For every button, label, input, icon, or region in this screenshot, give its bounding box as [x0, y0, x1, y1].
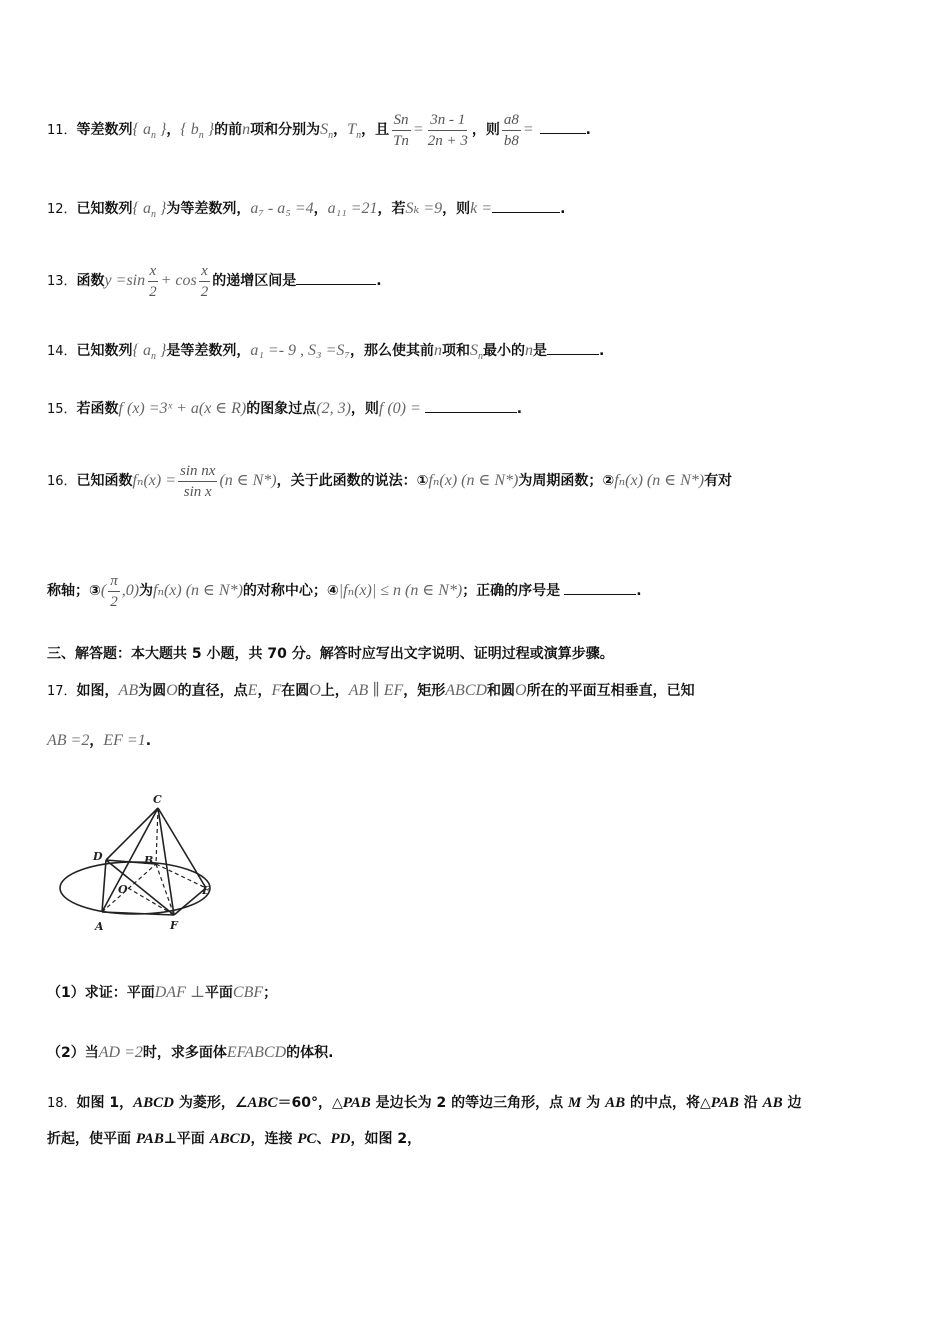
math-bn: { $b_n$ }	[180, 121, 215, 142]
math-expr: DAF ⊥	[154, 984, 205, 1001]
math-expr: a₁₁ =21	[327, 200, 378, 217]
text: 的对称中心；④	[242, 583, 339, 599]
text: 已知函数	[76, 473, 133, 489]
fraction-sin: $\frac{\text{sin nx}}{\text{sin x}}$	[180, 462, 216, 500]
math-expr: PD	[330, 1131, 351, 1147]
text: 的前	[214, 122, 243, 138]
text: 的中点，将△	[625, 1095, 711, 1111]
text: ＝60°，△	[277, 1095, 343, 1111]
text: ，	[89, 733, 104, 749]
text: 所在的平面互相垂直，已知	[526, 683, 695, 699]
text: 沿	[738, 1095, 763, 1111]
text: .	[636, 583, 642, 599]
math-expr: AB =2	[47, 732, 90, 749]
text: 为周期函数；②	[518, 473, 615, 489]
math-tn: $T_n$	[347, 121, 362, 142]
text: 的递增区间是	[212, 273, 297, 289]
text: 若函数	[76, 401, 119, 417]
math-expr: PAB	[710, 1095, 739, 1111]
question-13	[47, 252, 910, 308]
text: （2）当	[47, 1045, 99, 1061]
fraction-pi-2: $\frac{\pi}{2}$	[110, 572, 118, 610]
math-expr: ABCD	[445, 682, 488, 699]
label-a: A	[95, 920, 104, 933]
math-expr: PAB	[342, 1095, 371, 1111]
math-expr: (2, 3)	[316, 400, 351, 417]
text: ；	[263, 985, 278, 1001]
fraction-x-2: $\frac{x}{2}$	[149, 262, 157, 300]
text: 平面	[204, 985, 233, 1001]
text: 上，	[320, 683, 349, 699]
text: ，则	[471, 122, 500, 138]
question-number: 11．	[47, 123, 77, 138]
text: ，	[333, 122, 348, 138]
section-heading: 三、解答题：本大题共 5 小题，共 70 分。解答时应写出文字说明、证明过程或演算步骤。	[47, 646, 614, 662]
math-eq: =	[522, 121, 534, 138]
math-an: { $a_n$ }	[132, 342, 167, 363]
text: 的图象过点	[246, 401, 317, 417]
text: 最小的	[482, 343, 525, 359]
question-17-part-2	[47, 1032, 910, 1072]
text: 已知数列	[76, 343, 133, 359]
edge-dc	[106, 808, 158, 860]
math-expr: f (x) =3ˣ + a(x ∈ R)	[118, 400, 247, 417]
question-14	[47, 330, 910, 370]
math-expr: O	[166, 682, 178, 699]
math-expr: fₙ(x) =	[132, 472, 177, 489]
question-12	[47, 188, 910, 228]
text: 项和分别为	[250, 122, 321, 138]
question-number: 16．	[47, 474, 77, 489]
question-18	[47, 1088, 910, 1116]
math-expr: M	[568, 1095, 582, 1111]
text: ，连接	[250, 1131, 298, 1147]
answer-blank[interactable]	[425, 398, 517, 413]
math-sn: $S_n$	[469, 342, 483, 363]
math-expr: Sₖ =9	[405, 200, 443, 217]
question-number: 18．	[47, 1096, 77, 1111]
math-expr: AB	[118, 682, 139, 699]
text: 是边长为 2 的等边三角形，点	[370, 1095, 569, 1111]
question-11	[47, 104, 910, 154]
math-expr: PC	[297, 1131, 317, 1147]
text: 有对	[704, 473, 733, 489]
math-expr: + cos	[160, 272, 197, 289]
question-number: 14．	[47, 344, 77, 359]
text: .	[145, 733, 152, 749]
text: （1）求证：平面	[47, 985, 155, 1001]
answer-blank[interactable]	[540, 119, 586, 134]
question-number: 12．	[47, 202, 77, 217]
math-expr: AB ∥ EF	[348, 682, 404, 699]
text: ，则	[442, 201, 471, 217]
math-expr: E	[247, 682, 258, 699]
text: 如图 1，	[76, 1095, 134, 1111]
question-number: 13．	[47, 274, 77, 289]
text: ，	[166, 122, 181, 138]
label-f: F	[170, 919, 178, 932]
math-n: n	[433, 342, 442, 359]
math-expr: PAB	[135, 1131, 164, 1147]
question-16-continued	[47, 562, 910, 618]
math-expr: (n ∈ N*)	[219, 472, 277, 489]
label-d: D	[93, 850, 103, 863]
math-paren: (	[100, 582, 107, 599]
question-15	[47, 388, 910, 428]
label-b: B	[144, 854, 154, 867]
math-expr: ,0)	[121, 582, 140, 599]
question-18-continued	[47, 1124, 910, 1152]
text: ；正确的序号是	[462, 583, 561, 599]
geometry-figure	[50, 788, 220, 938]
math-expr: y =sin	[104, 272, 146, 289]
text: .	[598, 343, 605, 359]
text: ，则	[350, 401, 379, 417]
text: 为圆	[138, 683, 167, 699]
math-expr: CBF	[232, 984, 264, 1001]
text: 项和	[441, 343, 470, 359]
math-expr: O	[515, 682, 527, 699]
text: 已知数列	[76, 201, 133, 217]
label-o: O	[118, 883, 128, 896]
text: .	[376, 273, 382, 289]
text: .	[585, 122, 591, 138]
text: ，如图 2，	[350, 1131, 422, 1147]
answer-blank[interactable]	[564, 580, 636, 595]
text: ，关于此函数的说法：①	[276, 473, 429, 489]
text: ，那么使其前	[349, 343, 434, 359]
fraction-x-2: $\frac{x}{2}$	[200, 262, 209, 300]
text: 、	[316, 1131, 331, 1147]
text: .	[560, 201, 566, 217]
text: 函数	[76, 273, 105, 289]
math-expr: ABCD	[209, 1131, 251, 1147]
question-17-given	[47, 724, 910, 756]
edge-of	[128, 888, 174, 915]
question-17-part-1	[47, 972, 910, 1012]
text: 是等差数列，	[166, 343, 251, 359]
math-expr: a₁ =- 9 , S₃ =S₇	[250, 342, 350, 359]
text: 边	[782, 1095, 802, 1111]
question-number: 17．	[47, 684, 77, 699]
math-expr: f (0) =	[378, 400, 421, 417]
text: 折起，使平面	[47, 1131, 136, 1147]
math-an: { $a_n$ }	[132, 121, 167, 142]
math-expr: ABCD	[133, 1095, 175, 1111]
text: 为	[581, 1095, 606, 1111]
math-expr: EF =1	[103, 732, 146, 749]
text: ⊥平面	[163, 1131, 210, 1147]
text: 在圆	[281, 683, 310, 699]
math-n: n	[242, 121, 251, 138]
text: 时，求多面体	[142, 1045, 227, 1061]
circle-o	[60, 862, 210, 914]
text: 的直径，点	[177, 683, 248, 699]
question-17	[47, 672, 910, 708]
math-expr: AD =2	[98, 1044, 143, 1061]
math-expr: fₙ(x) (n ∈ N*)	[153, 582, 243, 599]
math-expr: k =	[470, 200, 493, 217]
math-expr: fₙ(x) (n ∈ N*)	[614, 472, 705, 489]
text: 称轴；③	[47, 583, 101, 599]
text: 和圆	[487, 683, 516, 699]
math-sn: $S_n$	[320, 121, 334, 142]
text: 为等差数列，	[166, 201, 251, 217]
math-eq: =	[412, 121, 424, 138]
edge-cf	[158, 808, 174, 915]
text: ，若	[377, 201, 406, 217]
fraction-ratio: $\frac{3n - 1}{2n + 3}$	[427, 111, 468, 149]
math-expr: a₇ - a₅ =4	[250, 200, 314, 217]
label-c: C	[153, 793, 162, 806]
question-number: 15．	[47, 402, 77, 417]
math-expr: AB	[605, 1095, 626, 1111]
text: 为菱形，∠	[174, 1095, 248, 1111]
math-expr: F	[271, 682, 282, 699]
text: ，	[257, 683, 272, 699]
math-n: n	[524, 342, 533, 359]
fraction-a8-b8: $\frac{a8}{b8}$	[503, 111, 519, 149]
text: ，矩形	[403, 683, 446, 699]
label-e: E	[202, 884, 211, 897]
text: 等差数列	[76, 122, 133, 138]
answer-blank[interactable]	[492, 198, 560, 213]
question-16	[47, 452, 910, 508]
math-an: { $a_n$ }	[132, 200, 167, 221]
answer-blank[interactable]	[547, 340, 599, 355]
edge-cb	[156, 808, 158, 864]
math-expr: ABC	[247, 1095, 278, 1111]
fraction-sn-tn: $\frac{Sn}{Tn}$	[393, 111, 409, 149]
math-expr: AB	[762, 1095, 783, 1111]
math-expr: EFABCD	[226, 1044, 287, 1061]
math-expr: fₙ(x) (n ∈ N*)	[428, 472, 519, 489]
text: .	[516, 401, 523, 417]
text: ，	[313, 201, 328, 217]
text: 如图，	[76, 683, 119, 699]
math-expr: |fₙ(x)| ≤ n (n ∈ N*)	[338, 582, 463, 599]
text: 是	[532, 343, 547, 359]
answer-blank[interactable]	[296, 270, 376, 285]
text: 的体积.	[286, 1045, 334, 1061]
math-expr: O	[309, 682, 321, 699]
text: ，且	[361, 122, 390, 138]
text: 为	[139, 583, 154, 599]
